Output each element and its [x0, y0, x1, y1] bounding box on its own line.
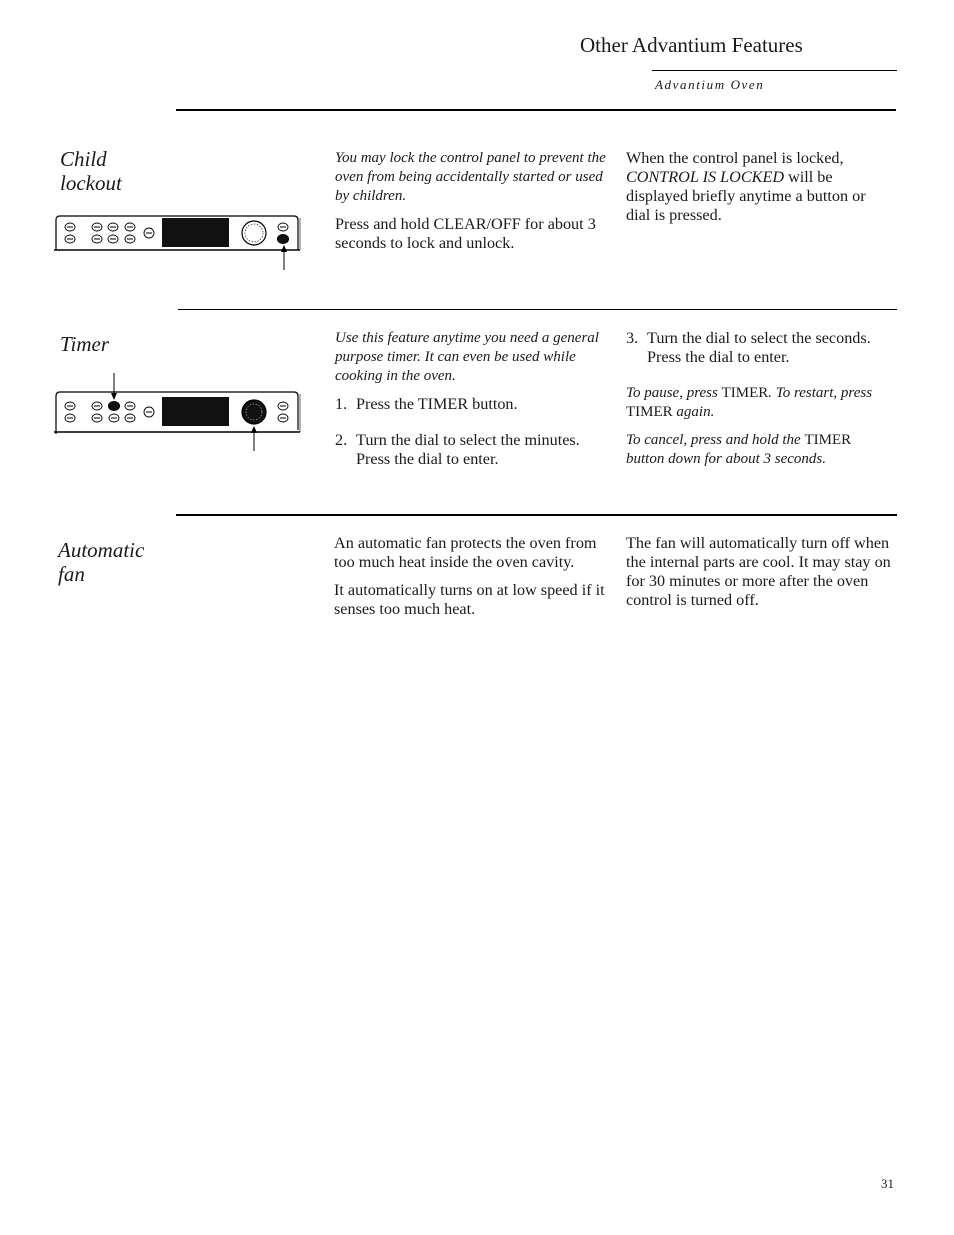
list-item [335, 431, 607, 469]
text-fragment: To pause, press [626, 385, 722, 401]
timer-steps [335, 395, 607, 469]
button-name: TIMER [626, 404, 673, 420]
timer-button-highlight [109, 402, 120, 411]
list-item [335, 395, 607, 414]
text-fragment: will be displayed briefly anytime a button or dial is pressed. [626, 168, 866, 224]
page-subtitle: Advantium Oven [655, 77, 765, 92]
text-fragment: To cancel, press and hold the [626, 432, 805, 448]
display-screen [162, 218, 229, 247]
heading-line: Automatic [58, 538, 145, 562]
text-fragment: again. [672, 404, 715, 420]
control-panel-lockout-illustration [52, 212, 304, 276]
step-number: 3. [626, 329, 639, 347]
header-divider [652, 70, 897, 71]
step-text: Turn the dial to select the minutes. Press the dial to enter. [356, 431, 580, 468]
automatic-fan-col2 [626, 534, 896, 619]
heading-line: lockout [60, 171, 122, 195]
button-name: TIMER [804, 432, 852, 448]
child-lockout-col2 [626, 149, 888, 234]
page-number: 31 [881, 1176, 894, 1191]
automatic-fan-heading [58, 538, 144, 586]
pause-note [626, 384, 888, 422]
step-number: 2. [335, 431, 348, 449]
section-divider [176, 109, 896, 111]
heading-line: Child [60, 147, 107, 171]
list-item [626, 329, 888, 367]
body-text: It automatically turns on at low speed if it senses too much heat. [334, 581, 605, 618]
child-lockout-heading [60, 147, 122, 195]
text-fragment: button down for about 3 seconds. [626, 451, 827, 467]
timer-steps-continued [626, 329, 888, 367]
automatic-fan-col1 [334, 534, 606, 628]
intro-text: You may lock the control panel to prevent the oven from being accidentally started or used by children. [335, 150, 606, 204]
dial-highlight [242, 400, 266, 424]
body-text: An automatic fan protects the oven from too much heat inside the oven cavity. [334, 534, 597, 571]
text-fragment: . To restart, press [768, 385, 873, 401]
timer-heading: Timer [60, 332, 110, 356]
clear-off-button-highlight [278, 235, 289, 244]
body-text: Press and hold CLEAR/OFF for about 3 seconds to lock and unlock. [335, 215, 596, 252]
control-panel-timer-illustration [52, 370, 304, 454]
step-text: Press the TIMER button. [356, 395, 518, 413]
page-title: Other Advantium Features [580, 33, 803, 57]
text-fragment: When the control panel is locked, [626, 149, 844, 167]
section-divider [178, 309, 897, 310]
body-text: The fan will automatically turn off when the internal parts are cool. It may stay on for 30 minutes or more after the oven control is turned off. [626, 534, 891, 609]
intro-text: Use this feature anytime you need a general purpose timer. It can even be used while cooking in the oven. [335, 330, 599, 384]
step-number: 1. [335, 395, 348, 413]
heading-line: fan [58, 562, 85, 586]
section-divider [176, 514, 897, 516]
timer-col1 [335, 329, 607, 486]
cancel-note [626, 431, 888, 469]
button-name: TIMER [721, 385, 769, 401]
display-screen [162, 397, 229, 426]
body-text [626, 149, 888, 225]
child-lockout-col1 [335, 149, 607, 262]
step-text: Turn the dial to select the seconds. Press the dial to enter. [647, 329, 871, 366]
timer-col2 [626, 329, 888, 478]
display-message: CONTROL IS LOCKED [626, 168, 785, 186]
